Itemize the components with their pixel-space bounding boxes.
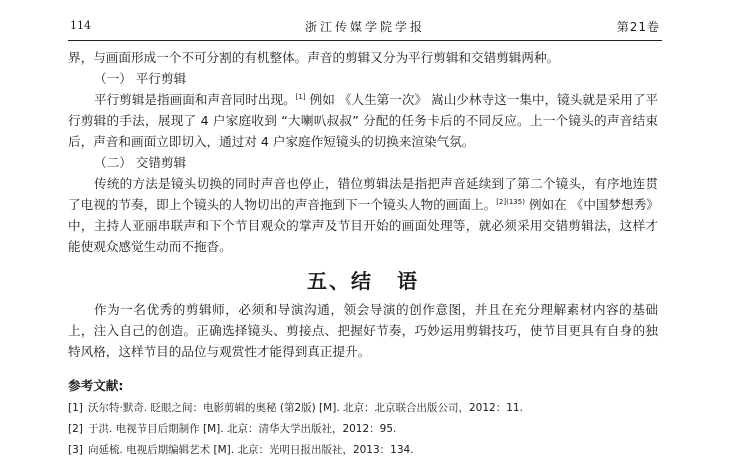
paragraph-line: 作为一名优秀的剪辑师，必须和导演沟通，领会导演的创作意图，并且在充分理解素材内容的基础 <box>94 302 658 317</box>
paragraph-line: 行剪辑的手法，展现了 4 户家庭收到 “大喇叭叔叔” 分配的任务卡后的不同反应。上一个镜头的声音结束 <box>68 113 658 128</box>
section-title-conclusion <box>68 263 658 299</box>
paragraph-line: 能使观众感觉生动而不拖沓。 <box>68 239 232 254</box>
references-title: 参考文献: <box>68 378 124 393</box>
paragraph-line <box>68 89 658 110</box>
paragraph-line: 界，与画面形成一个不可分割的有机整体。声音的剪辑又分为平行剪辑和交错剪辑两种。 <box>68 50 560 65</box>
text-run: 了电视的节奏，即上个镜头的人物切出的声音拖到下一个镜头人物的画面上。 <box>68 197 497 212</box>
volume-label: 第21卷 <box>616 20 660 34</box>
journal-title: 浙江传媒学院学报 <box>304 20 425 34</box>
text-run: 例如在 《中国梦想秀》 <box>524 197 659 212</box>
section-heading-parallel-editing: （一） 平行剪辑 <box>94 71 187 86</box>
text-run: 平行剪辑是指画面和声音同时出现。 <box>94 92 296 107</box>
reference-number: [1] <box>68 402 83 414</box>
reference-item <box>68 398 658 419</box>
paragraph-line: 上，注入自己的创造。正确选择镜头、剪接点、把握好节奏，巧妙运用剪辑技巧，使节目更具有自身的独 <box>68 323 658 338</box>
heading-part: 五、结 <box>307 269 373 293</box>
text-run: 例如 《人生第一次》 嵩山少林寺这一集中，镜头就是采用了平 <box>305 92 659 107</box>
reference-text: 沃尔特·默奇. 眨眼之间：电影剪辑的奥秘 (第2版) [M]. 北京：北京联合出版公司，2012：11. <box>88 402 523 414</box>
section-heading-cross-editing: （二） 交错剪辑 <box>94 155 187 170</box>
citation-marker: [2](135) <box>496 197 525 206</box>
paragraph-line <box>68 194 658 215</box>
reference-number: [3] <box>68 444 83 456</box>
paragraph-line: 特风格，这样节目的品位与观赏性才能得到真正提升。 <box>68 344 371 359</box>
page-header <box>70 16 660 38</box>
reference-item <box>68 419 658 440</box>
heading-part: 语 <box>397 269 419 293</box>
reference-item <box>68 440 658 461</box>
reference-number: [2] <box>68 423 83 435</box>
paragraph-line: 传统的方法是镜头切换的同时声音也停止，错位剪辑法是指把声音延续到了第二个镜头，有序地连贯 <box>94 176 658 191</box>
article-body <box>68 47 658 461</box>
page-number: 114 <box>70 19 91 32</box>
paragraph-line: 中，主持人亚丽串联声和下个节目观众的掌声及节目开始的画面处理等，就必须采用交错剪辑法，这样才 <box>68 218 658 233</box>
citation-marker: [1] <box>295 92 306 101</box>
header-divider <box>68 40 662 41</box>
paragraph-line: 后，声音和画面立即切入，通过对 4 户家庭作短镜头的切换来渲染气氛。 <box>68 134 475 149</box>
reference-text: 于洪. 电视节目后期制作 [M]. 北京：清华大学出版社，2012：95. <box>88 423 397 435</box>
reference-text: 向延梳. 电视后期编辑艺术 [M]. 北京：光明日报出版社，2013：134. <box>88 444 414 456</box>
